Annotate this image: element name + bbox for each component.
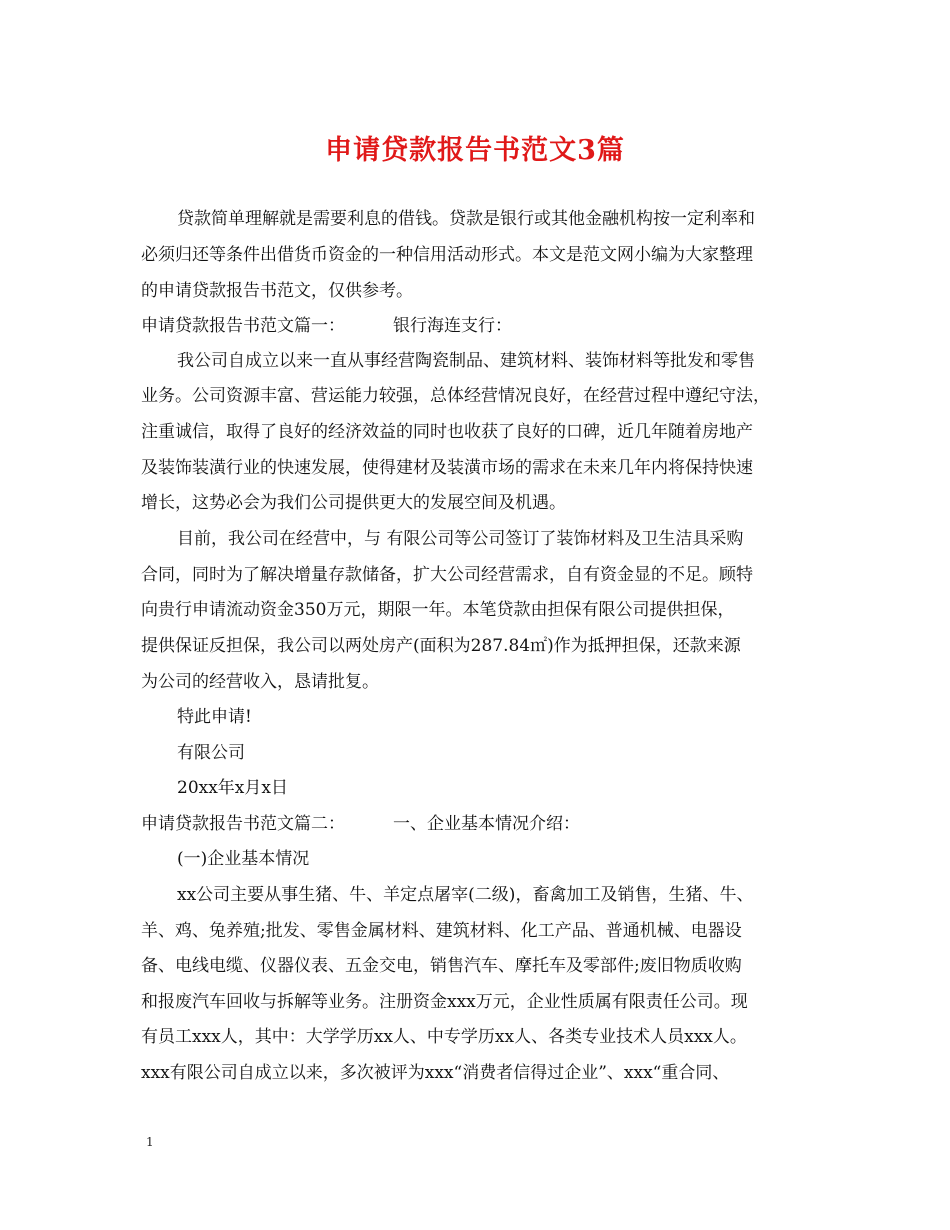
section-heading-label: 申请贷款报告书范文篇二： — [141, 814, 345, 834]
intro-line: 的申请贷款报告书范文，仅供参考。 — [141, 281, 413, 301]
paragraph-line: 有员工xxx人，其中：大学学历xx人、中专学历xx人、各类专业技术人员xxx人。 — [141, 1027, 747, 1047]
paragraph-line: 目前，我公司在经营中，与 有限公司等公司签订了装饰材料及卫生洁具采购 — [177, 529, 744, 549]
paragraph-line: 业务。公司资源丰富、营运能力较强，总体经营情况良好，在经营过程中遵纪守法， — [141, 386, 770, 406]
section-heading-1 — [141, 314, 512, 338]
paragraph-line: xx公司主要从事生猪、牛、羊定点屠宰(二级)，畜禽加工及销售，生猪、牛、 — [177, 885, 754, 905]
addressee: 银行海连支行： — [393, 316, 512, 336]
paragraph-line: 合同，同时为了解决增量存款储备，扩大公司经营需求，自有资金显的不足。顾特 — [141, 565, 753, 585]
paragraph-line: 提供保证反担保，我公司以两处房产(面积为287.84㎡)作为抵押担保，还款来源 — [141, 636, 741, 656]
section-heading-2 — [141, 812, 580, 836]
paragraph-line: 备、电线电缆、仪器仪表、五金交电，销售汽车、摩托车及零部件;废旧物质收购 — [141, 956, 742, 976]
closing-line: 特此申请! — [177, 707, 252, 727]
intro-line: 必须归还等条件出借货币资金的一种信用活动形式。本文是范文网小编为大家整理 — [141, 245, 753, 265]
section-heading-label: 申请贷款报告书范文篇一： — [141, 316, 345, 336]
paragraph-line: 羊、鸡、兔养殖;批发、零售金属材料、建筑材料、化工产品、普通机械、电器设 — [141, 921, 742, 941]
paragraph-line: xxx有限公司自成立以来，多次被评为xxx“消费者信得过企业”、xxx“重合同、 — [141, 1063, 730, 1083]
page-number: 1 — [146, 1135, 154, 1149]
paragraph-line: 和报废汽车回收与拆解等业务。注册资金xxx万元，企业性质属有限责任公司。现 — [141, 992, 748, 1012]
paragraph-line: 向贵行申请流动资金350万元，期限一年。本笔贷款由担保有限公司提供担保， — [141, 600, 735, 620]
intro-line: 贷款简单理解就是需要利息的借钱。贷款是银行或其他金融机构按一定利率和 — [177, 209, 755, 229]
document-title: 申请贷款报告书范文3篇 — [325, 135, 625, 166]
paragraph-line: 及装饰装潢行业的快速发展，使得建材及装潢市场的需求在未来几年内将保持快速 — [141, 458, 753, 478]
signature-company: 有限公司 — [177, 743, 245, 763]
paragraph-line: 为公司的经营收入，恳请批复。 — [141, 672, 379, 692]
subsection-heading: (一)企业基本情况 — [177, 849, 310, 869]
subsection-title: 一、企业基本情况介绍： — [393, 814, 580, 834]
paragraph-line: 注重诚信，取得了良好的经济效益的同时也收获了良好的口碑，近几年随着房地产 — [141, 422, 753, 442]
paragraph-line: 增长，这势必会为我们公司提供更大的发展空间及机遇。 — [141, 493, 566, 513]
signature-date: 20xx年x月x日 — [177, 778, 288, 798]
paragraph-line: 我公司自成立以来一直从事经营陶瓷制品、建筑材料、装饰材料等批发和零售 — [177, 351, 755, 371]
